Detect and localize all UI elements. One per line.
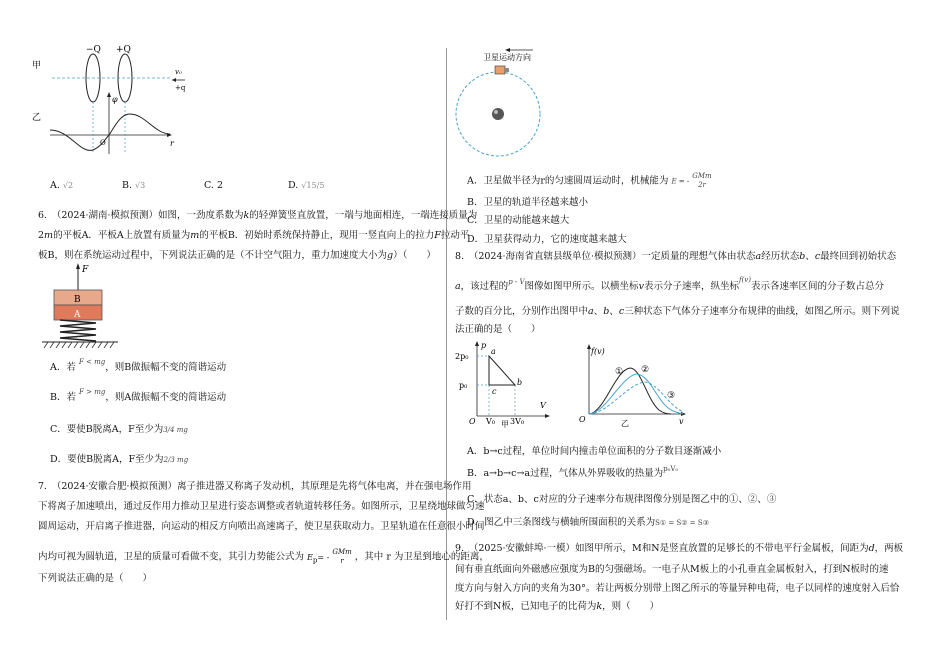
speed-distribution-graph [575,342,690,428]
q9-line-4: 好打不到N板，已知电子的比荷为k，则（ ） [455,601,660,612]
q8-option-c[interactable]: C．状态a、b、c对应的分子速率分布规律图像分别是图乙中的①、②、③ [467,494,777,505]
pv-tick-v0: V₀ [486,417,495,426]
force-label: F [82,265,89,275]
satellite-direction-label: 卫星运动方向 [483,53,531,62]
q8-line-1: 8. （2024·海南省直辖县级单位·模拟预测）一定质量的理想气体由状态a经历状态b、c最终回到初始状态 [455,251,897,262]
q9-line-3: 度方向与射入方向的夹角为30°。若让两板分别带上图乙所示的等量异种电荷，电子以同样的速度射入后恰 [455,583,900,594]
label-neg-q: −Q [86,45,101,55]
q9-line-1: 9. （2025·安徽蚌埠·一模）如图甲所示，M和N是竖直放置的足够长的不带电平行金属板，间距为d，两板 [455,543,904,554]
q8-line-3: 子数的百分比，分别作出图甲中a、b、c三种状态下气体分子速率分布规律的曲线，如图乙所示。则下列说 [455,306,900,317]
block-a: A [74,310,81,320]
q7-line-4: 内均可视为圆轨道，卫星的质量可看做不变，其引力势能公式为 $E_p=$ - GMm r ，其中 r 为卫星到地心的距离， [38,548,489,565]
label-r: r [170,139,174,148]
spring-block-figure [38,262,128,352]
q7-option-c[interactable]: C．卫星的动能越来越大 [467,215,570,226]
q7-option-b[interactable]: B．卫星的轨道半径越来越小 [467,197,588,208]
q6-line-2: 2m的平板A．平板A上放置有质量为m的平板B．初始时系统保持静止，现用一竖直向上的拉力F拉动平 [38,230,470,241]
q6-line-3: 板B，则在系统运动过程中，下列说法正确的是（不计空气阻力，重力加速度大小为g）（ ） [38,250,436,261]
pv-origin: O [469,417,476,426]
pv-caption: 甲 [501,420,509,428]
fv-origin: O [579,415,586,424]
curve-label-3: ③ [667,391,676,401]
pv-axis-p: p [481,341,487,350]
q6-line-1: 6. （2024·湖南·模拟预测）如图，一劲度系数为k的轻弹簧竖直放置，一端与地面相连，一端连接质量为 [38,210,478,221]
q5-option-c[interactable]: C. 2 [204,180,224,191]
label-v0: v₀ [175,68,182,76]
q7-line-5: 下列说法正确的是（ ） [38,573,153,584]
pv-axis-v: V [540,401,546,410]
label-phi: φ [112,95,118,104]
q7-line-1: 7. （2024·安徽合肥·模拟预测）离子推进器又称离子发动机，其原理是先将气体电离，并在强电场作用 [38,481,472,492]
fv-caption: 乙 [621,419,629,428]
q6-option-d[interactable]: D．要使B脱离A，F至少为2/3 mg [50,454,189,465]
q6-option-b[interactable]: B．若 $^{F > mg}$，则A做振幅不变的简谐运动 [50,388,227,403]
curve-label-2: ② [641,365,650,375]
pv-tick-3v0: 3V₀ [510,417,525,426]
q8-line-2: a，该过程的$^{p - V}$图像如图甲所示。以横坐标v表示分子速率，纵坐标$^{f(v)}$表示各速率区间的分子数占总分 [455,276,884,292]
pv-point-a: a [491,347,496,356]
q7-option-d[interactable]: D．卫星获得动力，它的速度越来越大 [467,234,627,245]
q7-option-a[interactable]: A．卫星做半径为r的匀速圆周运动时，机械能为 E = - GMm 2r [467,172,712,189]
label-jia: 甲 [32,61,42,71]
label-plus-q: +q [175,84,186,92]
q9-line-2: 间有垂直纸面向外磁感应强度为B的匀强磁场。一电子从M板上的小孔垂直金属板射入，打到N板时的速 [455,564,889,575]
label-o: O [100,139,106,147]
pv-tick-2p0: 2p₀ [455,352,469,361]
q5-option-b[interactable]: B. √3 [122,180,146,191]
pv-point-b: b [517,378,523,387]
q6-option-c[interactable]: C．要使B脱离A，F至少为3/4 mg [50,424,188,435]
q6-option-a[interactable]: A．若 $^{F < mg}$，则B做振幅不变的简谐运动 [50,358,227,373]
q8-option-d[interactable]: D．图乙中三条图线与横轴所围面积的关系为S① = S② = S③ [467,517,709,528]
fv-axis-label: f(v) [591,347,605,356]
fv-axis-v: v [679,417,684,426]
pv-point-c: c [492,387,497,396]
curve-label-1: ① [615,367,624,377]
q7-line-3: 圆周运动，开启离子推进器，向运动的相反方向喷出高速离子，使卫星获取动力。卫星轨道在任意很小时间 [38,521,485,532]
q8-option-b[interactable]: B．a→b→c→a过程，气体从外界吸收的热量为$^{p_0V_0}$ [467,465,679,479]
q7-line-2: 下将离子加速喷出，通过反作用力推动卫星进行姿态调整或者轨道转移任务。如图所示，卫星绕地球做匀速 [38,501,485,512]
q8-option-a[interactable]: A．b→c过程，单位时间内撞击单位面积的分子数目逐渐减小 [467,446,722,457]
column-divider [446,48,447,620]
pv-tick-p0: p₀ [459,381,468,390]
q5-option-a[interactable]: A. √2 [50,180,74,191]
pv-graph [455,338,555,428]
q5-option-d[interactable]: D. √15/5 [288,180,325,191]
label-yi: 乙 [32,113,42,123]
satellite-orbit-figure [455,44,585,164]
block-b: B [74,295,81,305]
ring-potential-figure [30,42,200,162]
label-pos-q: +Q [116,45,131,55]
q8-line-4: 法正确的是（ ） [455,324,541,335]
